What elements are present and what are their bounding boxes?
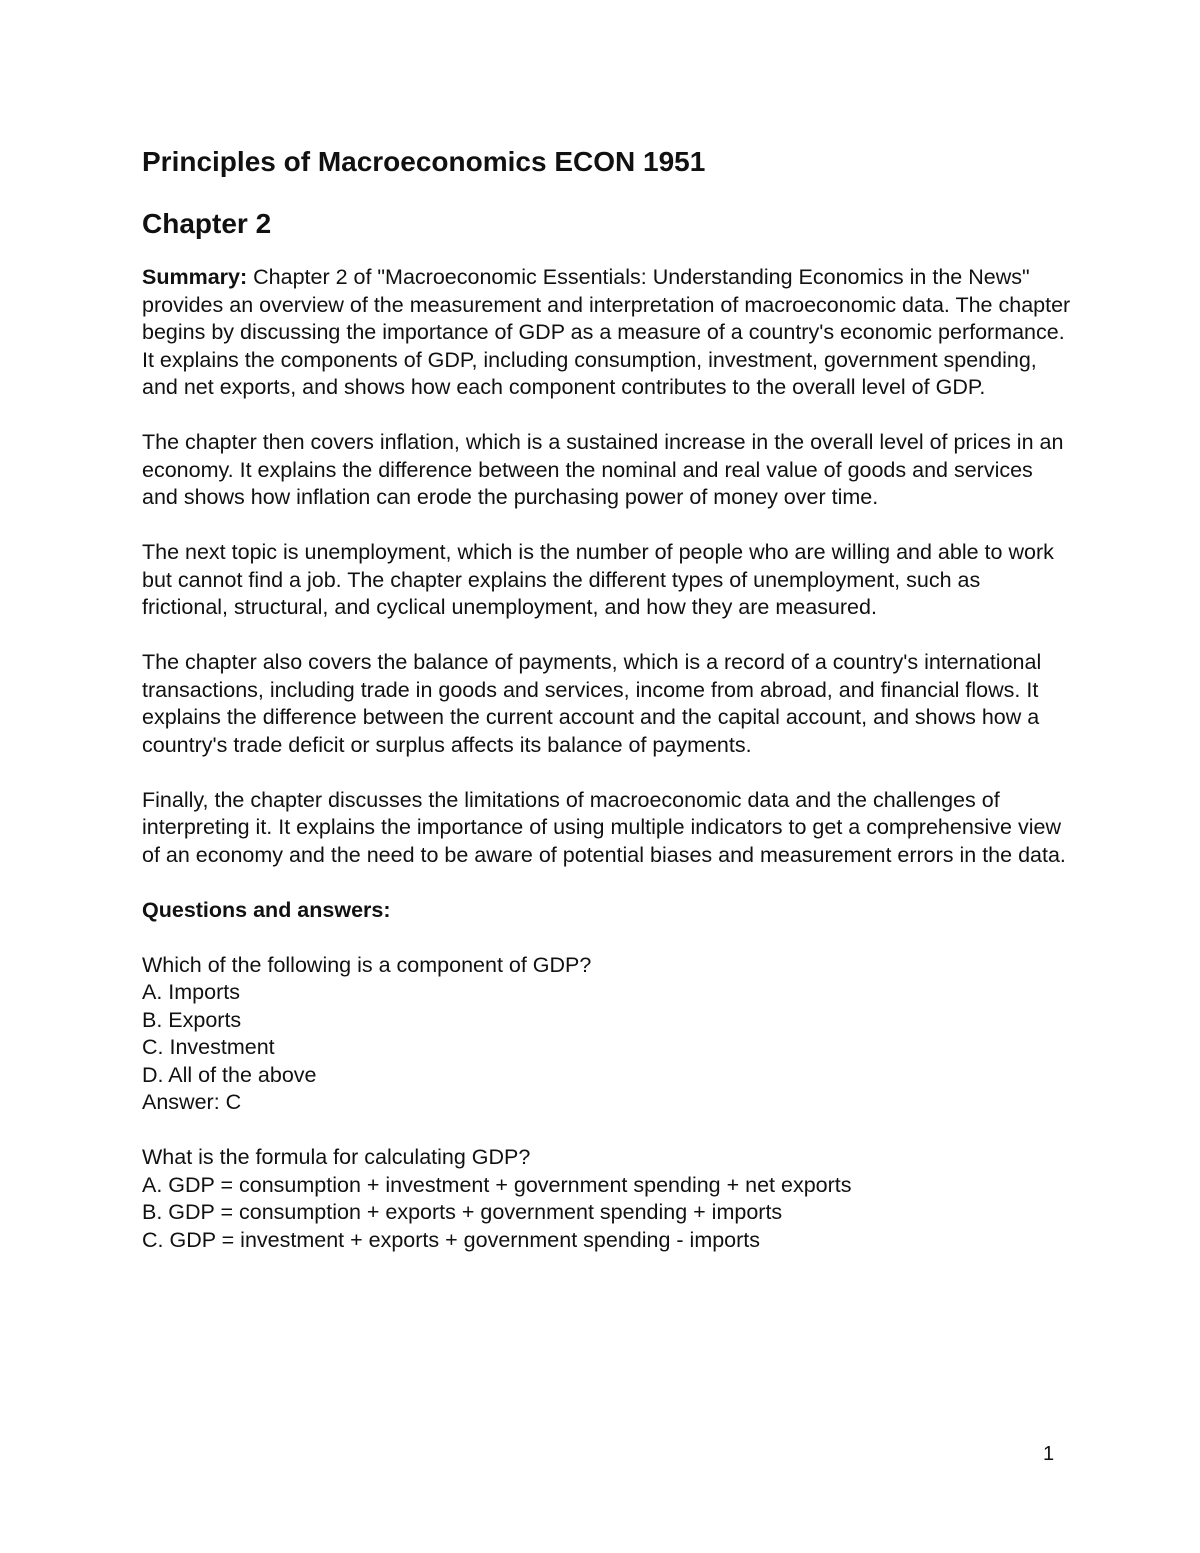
option-a: A. GDP = consumption + investment + government spending + net exports [142, 1172, 852, 1197]
question-text: Which of the following is a component of GDP? [142, 952, 592, 977]
document-title: Principles of Macroeconomics ECON 1951 [142, 146, 706, 177]
chapter-heading: Chapter 2 [142, 208, 272, 239]
paragraph-unemployment: The next topic is unemployment, which is the number of people who are willing and able to work but cannot find a job. The chapter explains the different types of unemployment, such as frictional, structural, and cyclical unemployment, and how they are measured. [142, 540, 1054, 619]
paragraph-limitations: Finally, the chapter discusses the limitations of macroeconomic data and the challenges of interpreting it. It explains the importance of using multiple indicators to get a comprehensive view of an economy and the need to be aware of potential biases and measurement errors in the data. [142, 787, 1066, 867]
question-text: What is the formula for calculating GDP? [142, 1145, 531, 1169]
page-number: 1 [1043, 1443, 1055, 1465]
paragraph-balance-of-payments: The chapter also covers the balance of payments, which is a record of a country's international transactions, including trade in goods and services, income from abroad, and financial flows. It explains the difference between the current account and the capital account, and shows how a country's trade deficit or surplus affects its balance of payments. [142, 650, 1042, 757]
paragraph-inflation: The chapter then covers inflation, which is a sustained increase in the overall level of prices in an economy. It explains the difference between the nominal and real value of goods and services and shows how inflation can erode the purchasing power of money over time. [142, 430, 1064, 509]
summary-paragraph [142, 264, 1072, 402]
option-a: A. Imports [142, 980, 240, 1004]
qa-heading: Questions and answers: [142, 897, 391, 922]
answer-text: Answer: C [142, 1090, 242, 1114]
option-c: C. Investment [142, 1035, 275, 1059]
option-b: B. Exports [142, 1007, 242, 1032]
option-d: D. All of the above [142, 1062, 317, 1087]
summary-label: Summary: [142, 265, 248, 289]
option-b: B. GDP = consumption + exports + government spending + imports [142, 1200, 783, 1224]
question-block-1 [142, 952, 1072, 1117]
page-content [142, 138, 1072, 1254]
question-block-2 [142, 1144, 1072, 1254]
summary-text: Chapter 2 of "Macroeconomic Essentials: Understanding Economics in the News" provides an overview of the measurement and interpretation of macroeconomic data. The chapter begins by discussing the importance of GDP as a measure of a country's economic performance. It explains the components of GDP, including consumption, investment, government spending, and net exports, and shows how each component contributes to the overall level of GDP. [142, 265, 1071, 399]
option-c: C. GDP = investment + exports + government spending - imports [142, 1227, 761, 1252]
